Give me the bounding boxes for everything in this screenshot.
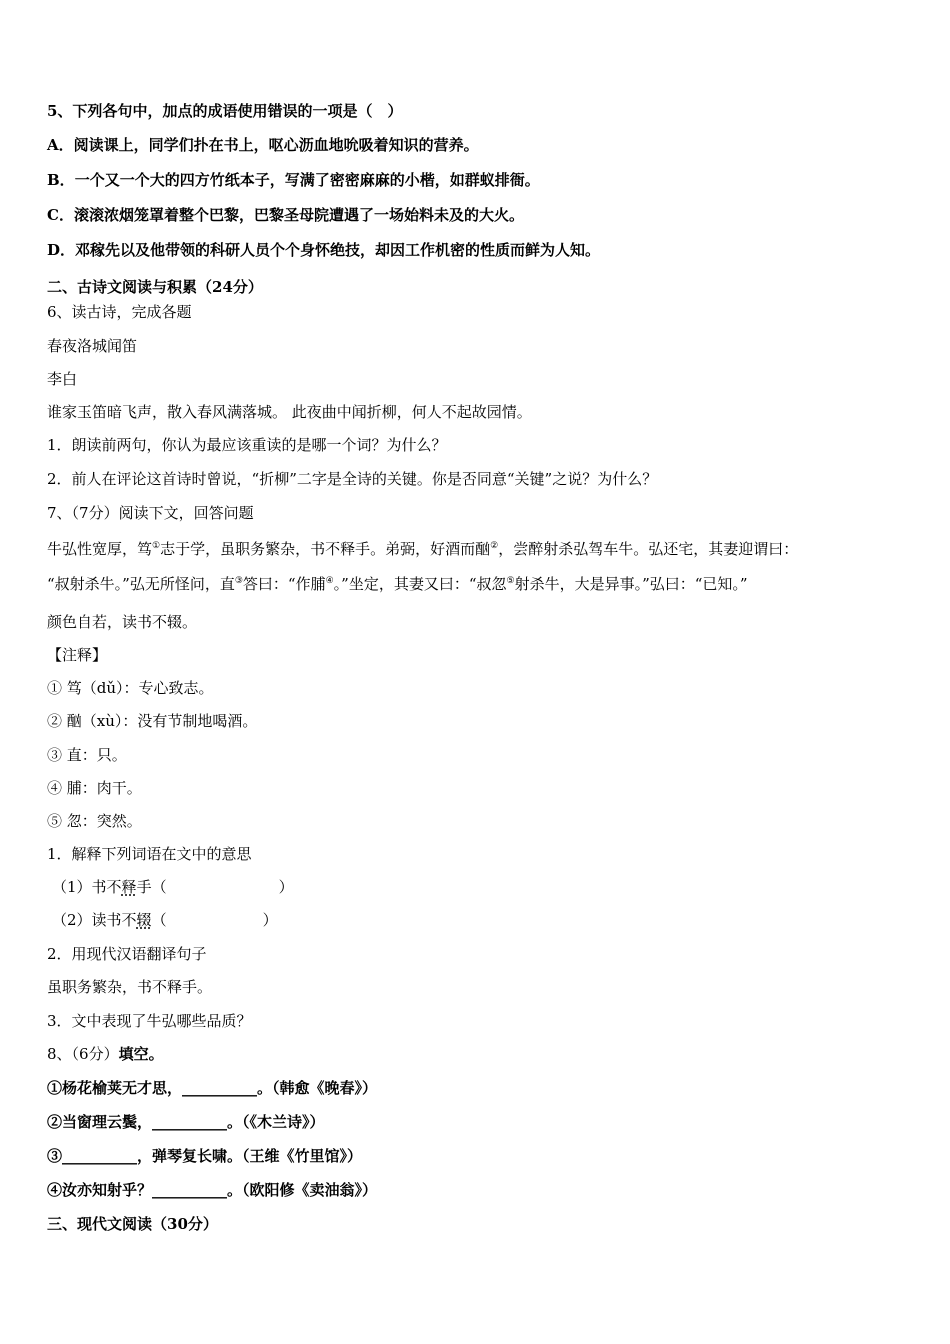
footnote-marker: ⑤	[506, 576, 515, 586]
passage-text: 。”坐定，其妻又曰：“叔忽	[333, 575, 507, 593]
q7-sub3: 3．文中表现了牛弘哪些品质？	[47, 1012, 252, 1030]
note-item: ⑤ 忽：突然。	[47, 812, 142, 830]
option-label: B．	[47, 171, 75, 189]
footnote-marker: ④	[325, 576, 334, 586]
option-label: C．	[47, 206, 74, 224]
q5-option-d	[47, 240, 600, 260]
footnote-marker: ①	[152, 541, 161, 551]
q7-sub1: 1．解释下列词语在文中的意思	[47, 845, 252, 863]
fill-blank[interactable]: __________	[62, 1147, 138, 1165]
q7-sub1-item-1	[52, 877, 294, 897]
q6-stem: 6、读古诗，完成各题	[47, 303, 192, 321]
fill-line-4	[47, 1180, 377, 1200]
option-text: 邓稼先以及他带领的科研人员个个身怀绝技，却因工作机密的性质而鲜为人知。	[75, 241, 601, 259]
q5-stem: 5、下列各句中，加点的成语使用错误的一项是（ ）	[47, 102, 403, 120]
passage-text: 志于学，虽职务繁杂，书不释手。弟弼，好酒而酗	[160, 540, 491, 558]
note-item: ④ 脯：肉干。	[47, 779, 142, 797]
passage-text: 答曰：“作脯	[242, 575, 326, 593]
stem-text: 8、（6分）	[47, 1045, 119, 1063]
fill-text: 。（《木兰诗》）	[227, 1113, 325, 1131]
q7-sub2-sentence: 虽职务繁杂，书不释手。	[47, 978, 213, 996]
fill-text: ，弹琴复长啸。（王维《竹里馆》）	[137, 1147, 363, 1165]
passage-text: 射杀牛，大是异事。”弘曰：“已知。”	[514, 575, 748, 593]
q8-stem	[47, 1044, 164, 1064]
q7-passage-line-3: 颜色自若，读书不辍。	[47, 613, 198, 631]
item-text: （2）读书不	[52, 911, 137, 929]
poem-text: 谁家玉笛暗飞声，散入春风满落城。 此夜曲中闻折柳，何人不起故园情。	[47, 403, 532, 421]
q7-sub1-item-2	[52, 910, 278, 930]
option-text: 滚滚浓烟笼罩着整个巴黎，巴黎圣母院遭遇了一场始料未及的大火。	[73, 206, 524, 224]
fill-blank[interactable]: __________	[152, 1113, 228, 1131]
q7-stem: 7、（7分）阅读下文，回答问题	[47, 504, 254, 522]
q7-passage-line-1	[47, 539, 798, 559]
item-text: ）	[262, 911, 278, 929]
dotted-word: 释	[121, 878, 137, 896]
note-item: ③ 直：只。	[47, 746, 127, 764]
item-text: 手（	[136, 878, 167, 896]
item-text: ）	[278, 878, 294, 896]
passage-text: 牛弘性宽厚，笃	[47, 540, 153, 558]
item-text: （	[151, 911, 167, 929]
fill-line-3	[47, 1146, 362, 1166]
q5-option-a	[47, 135, 479, 155]
option-label: A．	[47, 136, 74, 154]
fill-line-2	[47, 1112, 325, 1132]
item-text: （1）书不	[52, 878, 122, 896]
q5-option-b	[47, 170, 540, 190]
note-item: ② 酗（xù）：没有节制地喝酒。	[47, 712, 258, 730]
fill-line-1	[47, 1078, 377, 1098]
footnote-marker: ③	[234, 576, 243, 586]
q6-sub2: 2．前人在评论这首诗时曾说，“折柳”二字是全诗的关键。你是否同意“关键”之说？为什么？	[47, 470, 658, 488]
passage-text: “叔射杀牛。”弘无所怪问，直	[47, 575, 235, 593]
fill-text: 。（韩愈《晚春》）	[257, 1079, 378, 1097]
fill-text: ①杨花榆荚无才思，	[47, 1079, 183, 1097]
passage-text: ，尝醉射杀弘驾车牛。弘还宅，其妻迎谓曰：	[498, 540, 799, 558]
dotted-word: 辍	[136, 911, 152, 929]
q7-passage-line-2	[47, 574, 748, 594]
section-3-title: 三、现代文阅读（30分）	[47, 1215, 218, 1233]
fill-text: ④汝亦知射乎？	[47, 1181, 153, 1199]
note-item: ① 笃（dǔ）：专心致志。	[47, 679, 214, 697]
q7-sub2: 2．用现代汉语翻译句子	[47, 945, 207, 963]
poem-title: 春夜洛城闻笛	[47, 337, 138, 355]
q6-sub1: 1．朗读前两句，你认为最应该重读的是哪一个词？为什么？	[47, 436, 447, 454]
footnote-marker: ②	[490, 541, 499, 551]
fill-text: ②当窗理云鬓，	[47, 1113, 153, 1131]
fill-text: ③	[47, 1147, 63, 1165]
option-label: D．	[47, 241, 76, 259]
option-text: 一个又一个大的四方竹纸本子，写满了密密麻麻的小楷，如群蚁排衙。	[74, 171, 540, 189]
fill-text: 。（欧阳修《卖油翁》）	[227, 1181, 378, 1199]
notes-title: 【注释】	[47, 646, 108, 664]
section-2-title: 二、古诗文阅读与积累（24分）	[47, 278, 263, 296]
poem-author: 李白	[47, 370, 78, 388]
fill-blank[interactable]: __________	[182, 1079, 258, 1097]
option-text: 阅读课上，同学们扑在书上，呕心沥血地吮吸着知识的营养。	[73, 136, 479, 154]
fill-blank[interactable]: __________	[152, 1181, 228, 1199]
stem-bold-text: 填空。	[118, 1045, 164, 1063]
q5-option-c	[47, 205, 524, 225]
